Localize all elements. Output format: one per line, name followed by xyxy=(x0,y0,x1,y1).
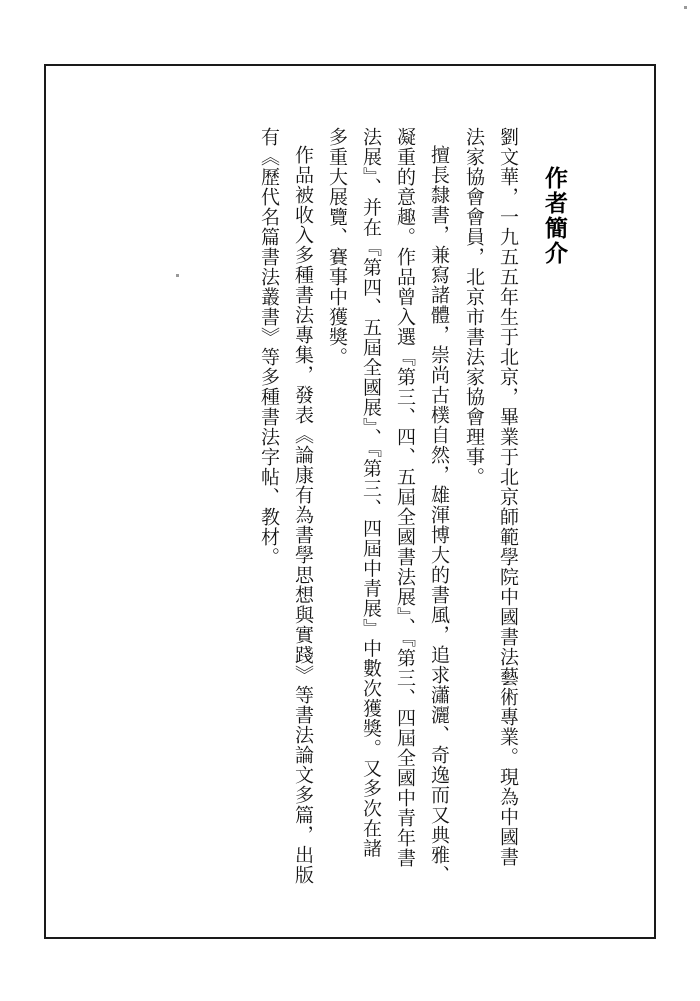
text-column-4: 凝重的意趣。作品曾入選『第三、四、五屆全國書法展』、『第三、四屆全國中青年書 xyxy=(394,127,416,868)
text-column-6: 多重大展覽、賽事中獲獎。 xyxy=(326,127,348,367)
text-column-8: 有《歷代名篇書法叢書》等多種書法字帖、教材。 xyxy=(258,127,280,567)
text-column-7: 作品被收入多種書法專集，發表《論康有為書學思想與實踐》等書法論文多篇，出版 xyxy=(292,145,314,885)
text-column-5: 法展』、并在『第四、五屆全國展』、『第三、四屆中青展』中數次獲獎。又多次在諸 xyxy=(360,127,382,859)
page-title: 作者簡介 xyxy=(541,166,567,266)
text-column-1: 劉文華，一九五五年生于北京，畢業于北京師範學院中國書法藝術專業。現為中國書 xyxy=(497,127,519,867)
scan-mark xyxy=(176,274,179,277)
scan-mark xyxy=(684,6,687,9)
text-column-3: 擅長隸書，兼寫諸體，崇尚古樸自然，雄渾博大的書風，追求瀟灑、奇逸而又典雅、 xyxy=(428,145,450,885)
text-column-2: 法家協會會員，北京市書法家協會理事。 xyxy=(463,127,485,487)
